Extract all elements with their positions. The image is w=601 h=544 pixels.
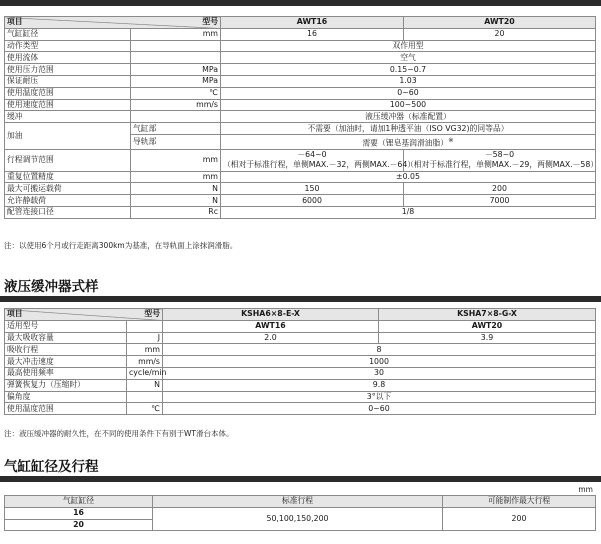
row-label: 允许静载荷 xyxy=(5,195,131,207)
row-unit xyxy=(131,111,221,123)
table-row xyxy=(5,320,596,332)
row-unit: J xyxy=(127,332,163,344)
row-value: 100~500 xyxy=(221,99,596,111)
row-value: 1.03 xyxy=(221,75,596,87)
row-label: 缓冲 xyxy=(5,111,131,123)
row-label: 使用温度范围 xyxy=(5,403,127,415)
header-item-label: 项目 xyxy=(7,17,23,27)
bore-value: 16 xyxy=(5,507,153,519)
row-label: 吸收行程 xyxy=(5,344,127,356)
table-row xyxy=(5,391,596,403)
row-value: 0~60 xyxy=(221,87,596,99)
shock-absorber-table xyxy=(4,308,596,415)
row-value xyxy=(404,149,599,171)
row-label: 保证耐压 xyxy=(5,75,131,87)
spec-table-note: 注：以使用6个月或行走距离300km为基准，在导轨面上涂抹润滑脂。 xyxy=(4,241,238,250)
row-value: 3°以下 xyxy=(163,391,596,403)
header-standard-stroke: 标准行程 xyxy=(153,496,443,508)
row-value: 1000 xyxy=(163,356,596,368)
header-item-model-cell xyxy=(5,17,221,29)
row-unit xyxy=(131,52,221,64)
header-awt16: AWT16 xyxy=(221,17,404,29)
row-label: 使用速度范围 xyxy=(5,99,131,111)
row-value: 2.0 xyxy=(163,332,379,344)
row-value: AWT20 xyxy=(379,320,596,332)
stroke-adj-range-20: －58~0 xyxy=(484,150,515,160)
spec-table xyxy=(4,16,599,219)
row-value: 双作用型 xyxy=(221,40,596,52)
row-label: 配管连接口径 xyxy=(5,206,131,218)
row-label: 动作类型 xyxy=(5,40,131,52)
row-label: 使用流体 xyxy=(5,52,131,64)
row-unit: N xyxy=(131,183,221,195)
row-sublabel: 导轨部 xyxy=(131,134,221,149)
row-value: 16 xyxy=(221,28,404,40)
row-label: 最大吸收容量 xyxy=(5,332,127,344)
shock-table-note: 注：液压缓冲器的耐久性，在不同的使用条件下有别于WT滑台本体。 xyxy=(4,429,234,438)
row-label: 使用压力范围 xyxy=(5,64,131,76)
row-unit: MPa xyxy=(131,75,221,87)
bore-value: 20 xyxy=(5,519,153,531)
section-divider-bar xyxy=(0,296,601,302)
row-label: 最大冲击速度 xyxy=(5,356,127,368)
row-value: 30 xyxy=(163,367,596,379)
row-label: 最高使用频率 xyxy=(5,367,127,379)
row-unit xyxy=(127,391,163,403)
row-unit: Rc xyxy=(131,206,221,218)
header-awt20: AWT20 xyxy=(404,17,596,29)
row-value: 8 xyxy=(163,344,596,356)
stroke-adj-range-16: －64~0 xyxy=(297,150,327,160)
row-unit: ℃ xyxy=(131,87,221,99)
table-row xyxy=(5,344,596,356)
row-unit: MPa xyxy=(131,64,221,76)
header-bore: 气缸缸径 xyxy=(5,496,153,508)
header-model-label: 型号 xyxy=(144,309,160,319)
row-label: 行程调节范围 xyxy=(5,149,131,171)
row-value xyxy=(221,134,596,149)
row-value: 150 xyxy=(221,183,404,195)
table-row xyxy=(5,332,596,344)
header-item-model-cell xyxy=(5,309,163,321)
header-ksha7: KSHA7×8-G-X xyxy=(379,309,596,321)
row-label: 重复位置精度 xyxy=(5,171,131,183)
bore-stroke-title: 气缸缸径及行程 xyxy=(4,459,99,475)
row-unit xyxy=(127,320,163,332)
table-row xyxy=(5,75,596,87)
row-value: 不需要（加油时，请加1种透平油（ISO VG32)的同等品） xyxy=(221,123,596,135)
table-row xyxy=(5,367,596,379)
footnote-mark: ※ xyxy=(448,135,454,144)
row-unit: mm xyxy=(131,171,221,183)
shock-absorber-title: 液压缓冲器式样 xyxy=(4,279,99,295)
table-row xyxy=(5,206,596,218)
max-stroke-value: 200 xyxy=(443,507,596,531)
row-unit: mm xyxy=(127,344,163,356)
row-value: 0.15~0.7 xyxy=(221,64,596,76)
row-value: 液压缓冲器（标准配置） xyxy=(221,111,596,123)
table-row xyxy=(5,195,596,207)
table-row xyxy=(5,123,596,135)
row-sublabel: 气缸部 xyxy=(131,123,221,135)
row-unit: cycle/min xyxy=(127,367,163,379)
row-label: 最大可搬运载荷 xyxy=(5,183,131,195)
stroke-unit-label: mm xyxy=(578,485,593,494)
table-row xyxy=(5,87,596,99)
spec-table-header xyxy=(5,17,596,29)
row-value: 6000 xyxy=(221,195,404,207)
table-row xyxy=(5,403,596,415)
row-value: 7000 xyxy=(404,195,596,207)
table-row xyxy=(5,171,596,183)
row-value: 0~60 xyxy=(163,403,596,415)
row-value: 20 xyxy=(404,28,596,40)
row-unit: N xyxy=(127,379,163,391)
header-max-stroke: 可能制作最大行程 xyxy=(443,496,596,508)
row-unit xyxy=(131,40,221,52)
row-value: 3.9 xyxy=(379,332,596,344)
stroke-adj-note-16: （相对于标准行程，单侧MAX.－32，两侧MAX.－64） xyxy=(223,160,416,170)
table-row xyxy=(5,64,596,76)
shock-table-header xyxy=(5,309,596,321)
row-unit: mm xyxy=(131,28,221,40)
row-unit: ℃ xyxy=(127,403,163,415)
row-label: 使用温度范围 xyxy=(5,87,131,99)
row-label: 适用型号 xyxy=(5,320,127,332)
row-value: ±0.05 xyxy=(221,171,596,183)
header-item-label: 项目 xyxy=(7,309,23,319)
row-value: 9.8 xyxy=(163,379,596,391)
row-value: AWT16 xyxy=(163,320,379,332)
row-unit: mm/s xyxy=(131,99,221,111)
row-value: 空气 xyxy=(221,52,596,64)
table-row xyxy=(5,99,596,111)
table-row xyxy=(5,356,596,368)
standard-stroke-value: 50,100,150,200 xyxy=(153,507,443,531)
bore-stroke-table xyxy=(4,495,596,531)
row-unit: mm/s xyxy=(127,356,163,368)
row-unit: mm xyxy=(131,149,221,171)
section-divider-bar xyxy=(0,476,601,482)
row-value: 200 xyxy=(404,183,596,195)
row-label: 弹簧恢复力（压缩时） xyxy=(5,379,127,391)
table-row xyxy=(5,28,596,40)
lube-rail-text: 需要（锂皂基润滑油脂） xyxy=(362,138,449,148)
header-ksha6: KSHA6×8-E-X xyxy=(163,309,379,321)
row-value: 1/8 xyxy=(221,206,596,218)
table-row xyxy=(5,52,596,64)
row-value xyxy=(221,149,416,171)
table-row xyxy=(5,111,596,123)
row-label: 气缸缸径 xyxy=(5,28,131,40)
stroke-adj-note-20: （相对于标准行程，单侧MAX.－29，两侧MAX.－58） xyxy=(406,160,599,170)
table-row xyxy=(5,149,596,171)
top-divider-bar xyxy=(0,0,601,6)
header-model-label: 型号 xyxy=(202,17,218,27)
row-label: 加油 xyxy=(5,123,131,149)
table-row xyxy=(5,183,596,195)
bore-table-header xyxy=(5,496,596,508)
row-unit: N xyxy=(131,195,221,207)
table-row xyxy=(5,507,596,519)
row-label: 偏角度 xyxy=(5,391,127,403)
table-row xyxy=(5,40,596,52)
table-row xyxy=(5,379,596,391)
